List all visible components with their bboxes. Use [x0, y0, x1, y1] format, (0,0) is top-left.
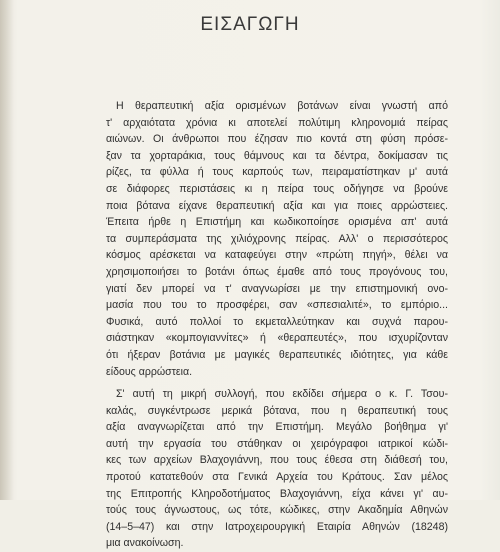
text-line: Η θεραπευτική αξία ορισμένων βοτάνων είναι γνωστή από [116, 100, 448, 112]
text-line: ότι ήξεραν βοτάνια με μαγικές θεραπευτικές ιδιότητες, για κάθε [106, 348, 448, 361]
binding-shadow [0, 0, 14, 500]
text-line: Φυσικά, αυτό πολλοί το εκμεταλλεύτηκαν και συχνά παρου- [106, 315, 448, 328]
text-line: ρίζες, τα φύλλα ή τους καρπούς των, πειραματίστηκαν μ' αυτά [106, 166, 448, 179]
text-line: Σ' αυτή τη μικρή συλλογή, που εκδίδει σήμερα ο κ. Γ. Τσου- [116, 388, 448, 401]
body-text [106, 98, 448, 552]
text-line: γιατί δεν μπορεί να τ' αναγνωρίσει με την επιστημονική ονο- [106, 282, 448, 295]
chapter-heading: ΕΙΣΑΓΩΓΗ [200, 14, 300, 35]
text-line: αιώνων. Οι άνθρωποι που έζησαν πιο κοντά στη φύση πρόσε- [106, 133, 448, 146]
paragraph-1 [106, 98, 448, 380]
text-line: τα συμπεράσματα της χιλιόχρονης πείρας. Αλλ' ο περισσότερος [106, 232, 448, 245]
text-line: σιάστηκαν «κομπογιαννίτες» ή «θεραπευτές», που ισχυρίζονταν [106, 332, 448, 345]
text-line: ξαν τα χορταράκια, τους θάμνους και τα δέντρα, δοκίμασαν τις [106, 149, 448, 162]
text-line: Έπειτα ήρθε η Επιστήμη και κωδικοποίησε ορισμένα απ' αυτά [106, 216, 448, 229]
text-line: μια ανακοίνωση. [106, 537, 184, 550]
text-line: τ' αρχαιότατα χρόνια κι αποτελεί πολύτιμη κληρονομιά πείρας [106, 116, 448, 129]
text-line: προτού κατατεθούν στα Γενικά Αρχεία του Κράτους. Σαν μέλος [106, 471, 448, 484]
text-line: χρησιμοποιήσει το βοτάνι όπως έμαθε από τους προγόνους του, [106, 265, 448, 278]
text-line: αξία αναγνωρίζεται από την Επιστήμη. Μεγάλο βοήθημα γι' [106, 421, 448, 434]
text-line: καλάς, συγκέντρωσε μερικά βότανα, που η θεραπευτική τους [106, 404, 448, 417]
text-line: (14–5–47) και στην Ιατροχειρουργική Εταιρία Αθηνών (18248) [106, 520, 448, 533]
text-line: μασία που του το προσφέρει, σαν «σπεσιαλιτέ», το εμπόριο... [106, 299, 448, 312]
text-line: τούς τους άγνωστους, ως τότε, κώδικες, στην Ακαδημία Αθηνών [106, 504, 448, 517]
text-line: κες των αρχείων Βλαχογιάννη, που τους έθεσα στη διάθεσή του, [106, 454, 448, 467]
text-line: της Επιτροπής Κληροδοτήματος Βλαχογιάννη, είχα κάνει γι' αυ- [106, 487, 448, 500]
text-line: σε διάφορες περιστάσεις κι η πείρα τους οδήγησε να βρούνε [106, 182, 448, 195]
text-line: κόσμος αρέσκεται να καταφεύγει στην «πρώτη πηγή», θέλει να [106, 249, 448, 262]
text-line: αυτή την εργασία του στάθηκαν οι χειρόγραφοι ιατρικοί κώδι- [106, 437, 448, 450]
paragraph-2 [106, 386, 448, 552]
text-line: ποια βότανα είχανε θεραπευτική αξία και για ποιες αρρώστειες. [106, 199, 448, 212]
text-line: είδους αρρώστεια. [106, 365, 193, 378]
